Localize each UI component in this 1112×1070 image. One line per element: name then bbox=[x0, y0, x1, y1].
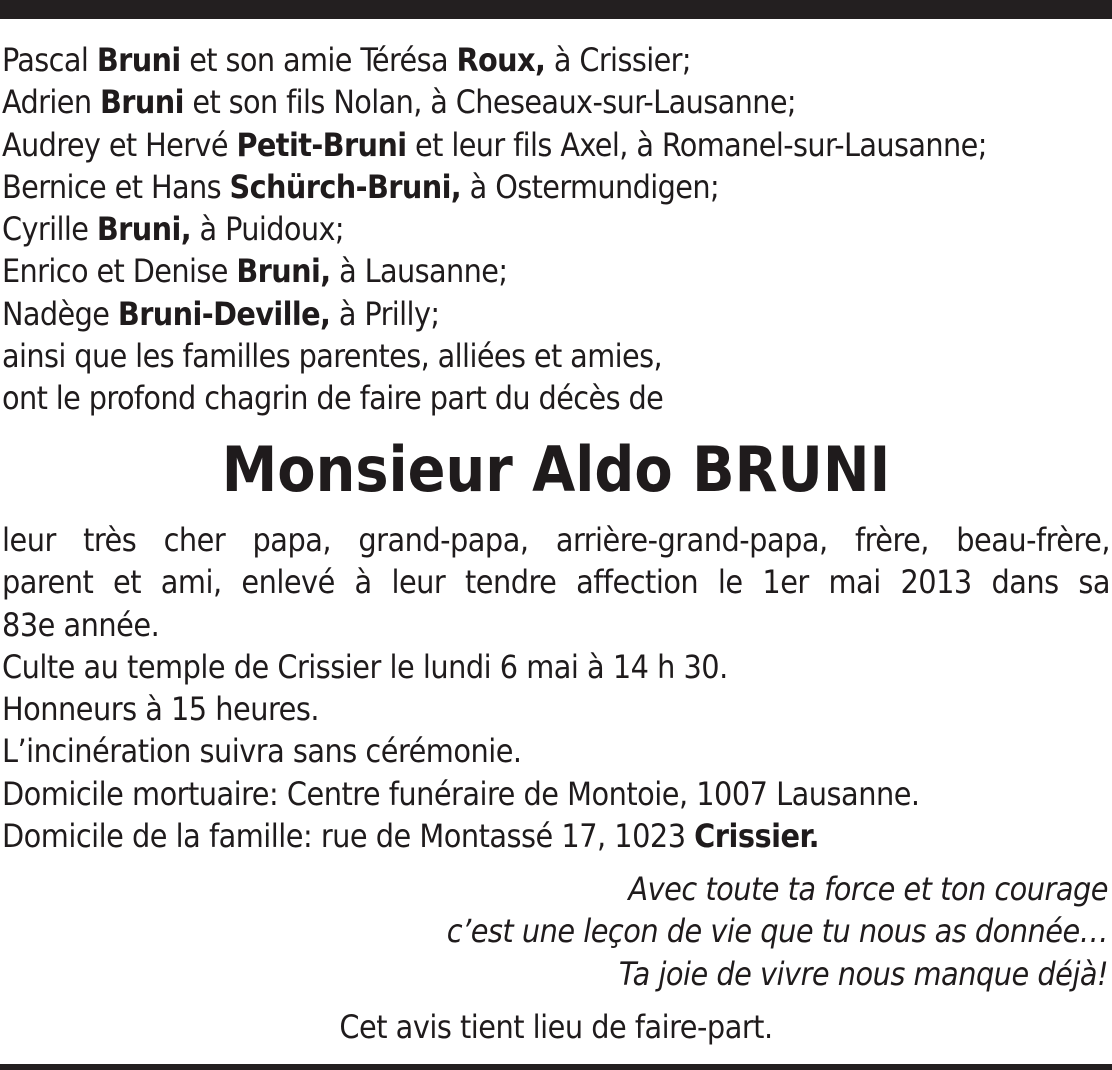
closing-quote bbox=[447, 868, 1108, 995]
family-address bbox=[2, 815, 1110, 857]
family-name: Schürch-Bruni, bbox=[229, 167, 462, 206]
family-text: ont le profond chagrin de faire part du décès de bbox=[2, 379, 664, 418]
family-address-text: Domicile de la famille: rue de Montassé 17, 1023 bbox=[2, 817, 695, 856]
family-line bbox=[2, 250, 1108, 292]
bottom-rule bbox=[0, 1064, 1112, 1070]
family-text: Bernice et Hans bbox=[2, 167, 230, 206]
family-text: à Crissier; bbox=[545, 41, 691, 79]
family-name: Bruni, bbox=[96, 210, 192, 249]
quote-line: c’est une leçon de vie que tu nous as donnée… bbox=[446, 912, 1108, 951]
family-text: et leur fils Axel, à Romanel-sur-Lausanne; bbox=[406, 125, 987, 164]
family-name: Bruni bbox=[96, 41, 181, 79]
mortuary-address: Domicile mortuaire: Centre funéraire de Montoie, 1007 Lausanne. bbox=[2, 774, 920, 813]
family-text: ainsi que les familles parentes, alliées et amies, bbox=[2, 337, 662, 376]
cremation-info: L’incinération suivra sans cérémonie. bbox=[2, 732, 522, 771]
family-name: Bruni bbox=[99, 83, 184, 122]
family-name: Bruni-Deville, bbox=[117, 294, 331, 333]
family-text: Pascal bbox=[2, 41, 97, 79]
top-rule bbox=[0, 0, 1112, 19]
family-name: Petit-Bruni bbox=[236, 125, 407, 164]
family-line bbox=[2, 335, 1108, 377]
family-text: et son amie Térésa bbox=[180, 41, 457, 79]
family-line bbox=[2, 166, 1108, 208]
family-line bbox=[2, 39, 1108, 81]
quote-line: Ta joie de vivre nous manque déjà! bbox=[618, 954, 1108, 993]
family-text: Cyrille bbox=[2, 210, 97, 249]
family-line bbox=[2, 293, 1108, 335]
tribute-line: leur très cher papa, grand-papa, arrière-grand-papa, frère, beau-frère, bbox=[2, 521, 1110, 559]
family-name: Bruni, bbox=[236, 252, 331, 291]
family-text: Nadège bbox=[2, 294, 118, 333]
family-text: et son fils Nolan, à Cheseaux-sur-Lausanne; bbox=[183, 83, 797, 122]
deceased-name: Monsieur Aldo BRUNI bbox=[221, 433, 891, 506]
tribute-line: 83e année. bbox=[2, 605, 160, 644]
family-address-town: Crissier. bbox=[694, 817, 820, 856]
family-text: à Puidoux; bbox=[191, 210, 345, 249]
family-list bbox=[2, 39, 1110, 420]
notice-body bbox=[2, 519, 1110, 857]
family-line bbox=[2, 124, 1108, 166]
family-line bbox=[2, 377, 1108, 419]
family-text: à Ostermundigen; bbox=[461, 167, 720, 206]
family-text: Enrico et Denise bbox=[2, 252, 237, 291]
quote-line: Avec toute ta force et ton courage bbox=[628, 870, 1108, 908]
family-name: Roux, bbox=[456, 41, 546, 79]
honours-info: Honneurs à 15 heures. bbox=[2, 690, 319, 729]
notice-footer: Cet avis tient lieu de faire-part. bbox=[339, 1008, 773, 1046]
service-info: Culte au temple de Crissier le lundi 6 mai à 14 h 30. bbox=[2, 647, 728, 686]
family-text: à Lausanne; bbox=[330, 252, 508, 291]
family-line bbox=[2, 208, 1108, 250]
tribute-line: parent et ami, enlevé à leur tendre affection le 1er mai 2013 dans sa bbox=[2, 563, 1110, 602]
family-line bbox=[2, 81, 1108, 123]
family-text: à Prilly; bbox=[330, 294, 440, 333]
family-text: Adrien bbox=[2, 83, 100, 122]
family-text: Audrey et Hervé bbox=[2, 125, 237, 164]
